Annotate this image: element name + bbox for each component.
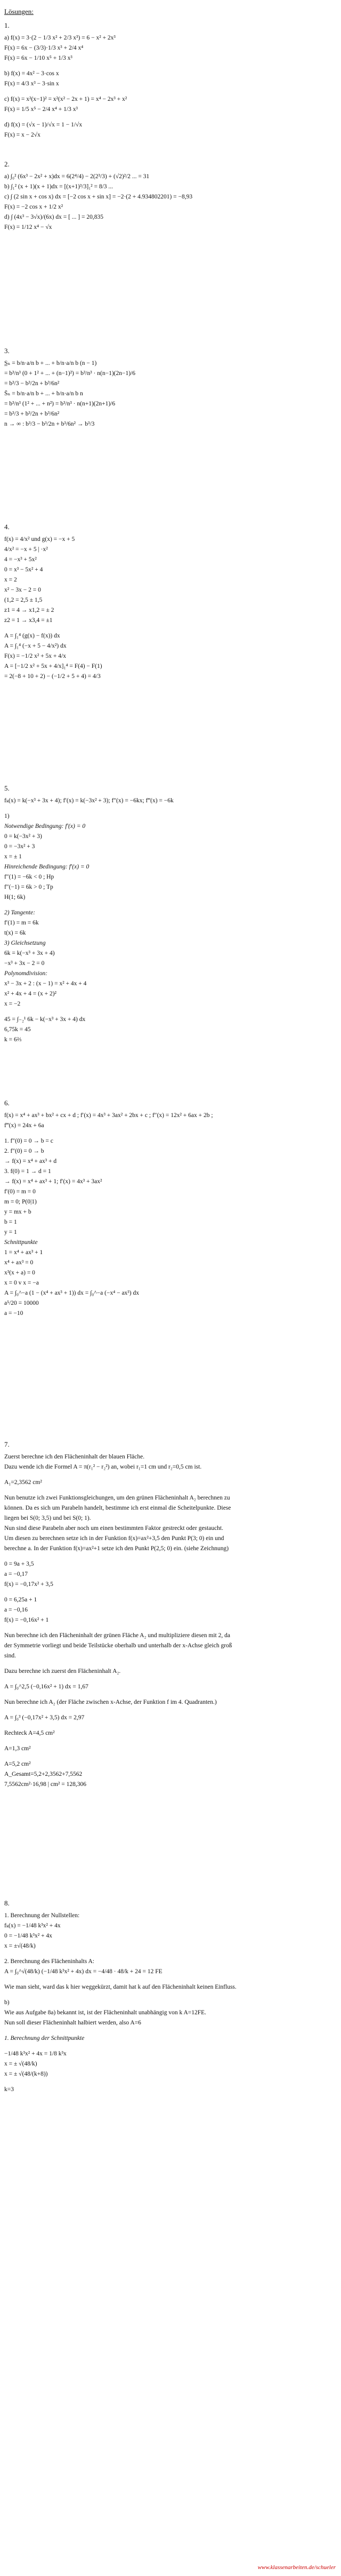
section-number: 3. xyxy=(4,347,10,355)
solution-section-6 xyxy=(4,1099,335,1319)
solution-line: y = mx + b xyxy=(4,1209,31,1215)
solution-line: S̄ₙ = b/n·a/n b + ... + b/n·a/n b n xyxy=(4,390,83,397)
solution-line: b) f(x) = 4x² − 3·cos x xyxy=(4,70,59,77)
solution-line: F(x) = 1/5 x⁵ − 2/4 x⁴ + 1/3 x³ xyxy=(4,106,78,113)
line-gap xyxy=(4,1625,335,1631)
solution-line: 0 = −3x² + 3 xyxy=(4,843,35,850)
solution-line: = b³/n³ (0 + 1² + ... + (n−1)²) = b³/n³ · n(n−1)(2n−1)/6 xyxy=(4,370,135,377)
solution-line: Nun soll dieser Flächeninhalt halbiert werden, also A=6 xyxy=(4,2020,141,2026)
line-gap xyxy=(4,1708,335,1713)
solution-line: 1. Berechnung der Nullstellen: xyxy=(4,1912,80,1919)
solution-line: a = −0,17 xyxy=(4,1571,28,1577)
solution-line: liegen bei S(0; 3,5) und bei S(0; 1). xyxy=(4,1515,91,1521)
solution-line: 2. f″(0) = 0 → b xyxy=(4,1148,44,1154)
solution-line: Polynomdivision: xyxy=(4,970,48,977)
solution-line: Nun benutze ich zwei Funktionsgleichungen, um den grünen Flächeninhalt A₂ berechnen zu xyxy=(4,1495,230,1501)
line-gap xyxy=(4,1992,335,1998)
solution-section-4 xyxy=(4,523,335,682)
footer-watermark: www.klassenarbeiten.de/schueler xyxy=(257,2564,336,2571)
line-gap xyxy=(4,2079,335,2085)
solution-line: n → ∞ : b³/3 − b³/2n + b³/6n² → b³/3 xyxy=(4,421,95,427)
solution-line: A=1,3 cm² xyxy=(4,1745,31,1752)
section-number: 2. xyxy=(4,160,10,168)
solution-line: A = [−1/2 x² + 5x + 4/x]₁⁴ = F(4) − F(1) xyxy=(4,663,102,669)
solution-line: −1/48 k³x² + 4x = 1/8 k³x xyxy=(4,2051,67,2057)
solution-section-3 xyxy=(4,347,335,429)
solution-line: x² − 3x − 2 = 0 xyxy=(4,587,41,593)
solution-line: der Symmetrie vorliegt und beide Teilstücke oberhalb und unterhalb der x-Achse gleich groß xyxy=(4,1642,232,1649)
line-gap xyxy=(4,1009,335,1015)
solution-line: f(x) = x⁴ + ax³ + bx² + cx + d ; f′(x) = 4x³ + 3ax² + 2bx + c ; f″(x) = 12x² + 6ax + 2b ; xyxy=(4,1112,213,1119)
solution-line: F(x) = x − 2√x xyxy=(4,132,40,138)
section-number: 5. xyxy=(4,784,10,792)
solution-line: fₖ(x) = −1/48 k³x² + 4x xyxy=(4,1923,61,1929)
solution-line: Wie aus Aufgabe 8a) bekannt ist, ist der Flächeninhalt unabhängig von k A=12FE. xyxy=(4,2009,207,2016)
solution-line: a = −0,16 xyxy=(4,1607,28,1613)
solution-line: f‴(x) = 24x + 6a xyxy=(4,1122,44,1129)
solution-line: 6,75k = 45 xyxy=(4,1026,31,1033)
solution-line: x = ±√(48/k) xyxy=(4,1943,36,1949)
line-gap xyxy=(4,1951,335,1957)
solution-line: A_Gesamt=5,2+2,3562+7,5562 xyxy=(4,1771,83,1777)
solution-line: x³ − 3x + 2 : (x − 1) = x² + 4x + 4 xyxy=(4,980,87,987)
solution-line: = b³/n³ (1² + ... + n²) = b³/n³ · n(n+1)(2n+1)/6 xyxy=(4,401,116,407)
line-gap xyxy=(4,89,335,94)
solution-line: a⁵/20 = 10000 xyxy=(4,1300,39,1306)
solution-line: d) f(x) = (√x − 1)/√x = 1 − 1/√x xyxy=(4,122,83,128)
solution-line: 6k = k(−x³ + 3x + 4) xyxy=(4,950,55,956)
solution-line: 0 = k(−3x² + 3) xyxy=(4,833,42,840)
solution-line: x = 2 xyxy=(4,577,17,583)
section-number: 7. xyxy=(4,1440,10,1448)
solution-line: f″(−1) = 6k > 0 ; Tp xyxy=(4,884,53,890)
solution-line: a) f(x) = 3·(2 − 1/3 x² + 2/3 x³) = 6 − x² + 2x³ xyxy=(4,35,116,41)
solution-line: 7,5562cm²·16,98 | cm² = 128,306 xyxy=(4,1781,86,1788)
solution-line: Nun berechne ich A₂ (der Fläche zwischen x-Achse, der Funktion f im 4. Quadranten.) xyxy=(4,1699,217,1705)
section-number: 8. xyxy=(4,1899,10,1907)
solution-section-1 xyxy=(4,21,335,140)
line-gap xyxy=(4,626,335,631)
solution-line: b) ∫₁² (x + 1)(x + 1)dx = [(x+1)³/3]₁² = 8/3 ... xyxy=(4,184,113,190)
solution-line: z2 = 1 → x3,4 = ±1 xyxy=(4,617,53,624)
line-gap xyxy=(4,2044,335,2049)
line-gap xyxy=(4,115,335,120)
line-gap xyxy=(4,1738,335,1744)
line-gap xyxy=(4,1977,335,1982)
solution-line: F(x) = 6x − (3/3)·1/3 x³ + 2/4 x⁴ xyxy=(4,45,84,51)
solution-line: Schnittpunkte xyxy=(4,1239,38,1246)
line-gap xyxy=(4,63,335,69)
line-gap xyxy=(4,1790,335,1795)
solution-line: S̲ₙ = b/n·a/n b + ... + b/n·a/n b (n − 1) xyxy=(4,360,97,366)
solution-line: A=5,2 cm² xyxy=(4,1761,31,1767)
solution-line: A = ∫₀^2,5 (−0,16x² + 1) dx = 1,67 xyxy=(4,1684,88,1690)
solution-line: Notwendige Bedingung: f′(x) = 0 xyxy=(4,823,86,830)
solution-line: c) ∫ (2 sin x + cos x) dx = [−2 cos x + sin x] = −2·(2 + 4.934802201) = −8,93 xyxy=(4,194,193,200)
solution-line: x⁴ + ax³ = 0 xyxy=(4,1259,34,1266)
line-gap xyxy=(4,1590,335,1595)
solution-line: F(x) = −2 cos x + 1/2 x² xyxy=(4,204,63,210)
solution-line: y = 1 xyxy=(4,1229,17,1235)
solution-line: Wie man sieht, ward das k hier weggekürzt, damit hat k auf den Flächeninhalt keinen Einfluss. xyxy=(4,1984,237,1990)
solution-line: a = −10 xyxy=(4,1310,23,1317)
solution-line: = b³/3 − b³/2n + b³/6n² xyxy=(4,380,60,387)
solution-line: A = ∫₁⁴ (g(x) − f(x)) dx xyxy=(4,633,60,639)
line-gap xyxy=(4,1723,335,1728)
solution-line: x = ± √(48/k) xyxy=(4,2061,37,2067)
solution-line: berechne a. In der Funktion f(x)=ax²+1 setze ich den Punkt P(2,5; 0) ein. (siehe Zeichnung) xyxy=(4,1545,229,1552)
solution-line: m = 0; P(0|1) xyxy=(4,1199,37,1205)
line-gap xyxy=(4,1472,335,1478)
line-gap xyxy=(4,1131,335,1136)
solution-line: f(x) = −0,17x² + 3,5 xyxy=(4,1581,53,1588)
line-gap xyxy=(4,903,335,908)
solution-line: (1,2 = 2,5 ± 1,5 xyxy=(4,597,43,603)
solution-line: −x³ + 3x − 2 = 0 xyxy=(4,960,45,967)
solution-line: Rechteck A=4,5 cm² xyxy=(4,1730,55,1736)
solution-line: f(x) = −0,16x² + 1 xyxy=(4,1617,49,1623)
solution-line: 4 = −x³ + 5x² xyxy=(4,556,37,563)
solution-line: z1 = 4 → x1,2 = ± 2 xyxy=(4,607,54,613)
solution-line: Hinreichende Bedingung: f′(x) = 0 xyxy=(4,864,90,870)
solution-line: A = ∫₁⁴ (−x + 5 − 4/x²) dx xyxy=(4,643,67,649)
solution-line: Nun berechne ich den Flächeninhalt der grünen Fläche A₂ und multipliziere diesen mit 2, da xyxy=(4,1632,230,1639)
solution-line: b) xyxy=(4,1999,10,2006)
solution-line: F(x) = −1/2 x² + 5x + 4/x xyxy=(4,653,66,659)
solution-line: x = 0 v x = −a xyxy=(4,1280,39,1286)
solution-line: 2. Berechnung des Flächeninhalts A: xyxy=(4,1958,94,1965)
solution-line: = b³/3 + b³/2n + b³/6n² xyxy=(4,411,60,417)
solution-line: Um diesen zu berechnen setze ich in der Funktion f(x)=ax²+3,5 den Punkt P(3; 0) ein und xyxy=(4,1535,224,1542)
line-gap xyxy=(4,1661,335,1666)
solution-line: 0 = x³ − 5x² + 4 xyxy=(4,567,43,573)
solution-line: Zuerst berechne ich den Flächeninhalt der blauen Fläche. xyxy=(4,1454,145,1460)
solution-line: 4/x² = −x + 5 | ·x² xyxy=(4,546,48,553)
solution-line: t(x) = 6k xyxy=(4,930,26,936)
solution-line: 1 = x⁴ + ax³ + 1 xyxy=(4,1249,43,1256)
solution-line: 3. f(0) = 1 → d = 1 xyxy=(4,1168,51,1175)
solution-line: = 2(−8 + 10 + 2) − (−1/2 + 5 + 4) = 4/3 xyxy=(4,673,101,680)
solution-line: 3) Gleichsetzung xyxy=(4,940,46,946)
solution-line: H(1; 6k) xyxy=(4,894,26,900)
section-number: 4. xyxy=(4,523,10,531)
solution-line: fₖ(x) = k(−x³ + 3x + 4); f′(x) = k(−3x² + 3); f″(x) = −6kx; f‴(x) = −6k xyxy=(4,797,174,804)
solution-line: 45 = ∫₋₂¹ 6k − k(−x³ + 3x + 4) dx xyxy=(4,1016,86,1023)
solution-line: F(x) = 6x − 1/10 x⁵ + 1/3 x³ xyxy=(4,55,72,61)
solution-line: x² + 4x + 4 = (x + 2)² xyxy=(4,991,56,997)
solution-line: x³(x + a) = 0 xyxy=(4,1270,35,1276)
section-number: 6. xyxy=(4,1099,10,1107)
solution-line: A = ∫₀^√(48/k) (−1/48 k³x² + 4x) dx = −4/48 · 48/k + 24 = 12 FE xyxy=(4,1968,163,1975)
line-gap xyxy=(4,2028,335,2033)
solution-line: können. Da es sich um Parabeln handelt, bestimme ich erst einmal die Scheitelpunkte. Diese xyxy=(4,1505,231,1511)
solution-line: 2) Tangente: xyxy=(4,910,36,916)
solution-section-2 xyxy=(4,160,335,233)
line-gap xyxy=(4,806,335,811)
solution-line: A = ∫₀^−a (1 − (x⁴ + ax³ + 1)) dx = ∫₀^−a (−x⁴ − ax³) dx xyxy=(4,1290,139,1296)
solution-line: F(x) = 4/3 x³ − 3·sin x xyxy=(4,81,59,87)
solution-line: a) ∫₀² (6x³ − 2x² + x)dx = 6(2⁴/4) − 2(2³/3) + (√2)²/2 ... = 31 xyxy=(4,173,150,180)
solution-line: f′(1) = m = 6k xyxy=(4,920,39,926)
line-gap xyxy=(4,1554,335,1559)
line-gap xyxy=(4,1692,335,1697)
solution-line: 0 = −1/48 k³x² + 4x xyxy=(4,1933,52,1939)
solution-line: x = ± 1 xyxy=(4,854,22,860)
solution-line: Dazu wende ich die Formel A = π(r₁² − r₂²) an, wobei r₁=1 cm und r₂=0,5 cm ist. xyxy=(4,1464,202,1470)
solution-line: k = 6⅔ xyxy=(4,1036,22,1043)
solution-line: x = −2 xyxy=(4,1001,21,1007)
solution-line: 0 = 9a + 3,5 xyxy=(4,1561,34,1567)
solution-line: F(x) = 1/12 x⁴ − √x xyxy=(4,224,52,230)
solution-line: 1. Berechnung der Schnittpunkte xyxy=(4,2035,85,2041)
solution-line: A₁=2,3562 cm² xyxy=(4,1479,42,1486)
solution-line: A = ∫₀³ (−0,17x² + 3,5) dx = 2,97 xyxy=(4,1714,85,1721)
solution-line: f′(0) = m = 0 xyxy=(4,1189,36,1195)
solution-line: d) ∫ (4x³ − 3√x)/(6x) dx = [ ... ] = 20,835 xyxy=(4,214,103,220)
solution-line: k=3 xyxy=(4,2086,14,2093)
solution-line: 1) xyxy=(4,813,10,819)
solution-line: f″(1) = −6k < 0 ; Hp xyxy=(4,874,54,880)
section-number: 1. xyxy=(4,21,10,29)
line-gap xyxy=(4,1754,335,1759)
solution-line: c) f(x) = x²(x−1)² = x²(x² − 2x + 1) = x⁴ − 2x³ + x² xyxy=(4,96,127,102)
solution-line: Dazu berechne ich zuerst den Flächeninhalt A₂. xyxy=(4,1668,121,1674)
solution-line: → f(x) = x⁴ + ax³ + 1; f′(x) = 4x³ + 3ax² xyxy=(4,1178,102,1185)
solution-line: Nun sind diese Parabeln aber noch um einen bestimmten Faktor gestreckt oder gestaucht. xyxy=(4,1525,224,1532)
solution-line: → f(x) = x⁴ + ax³ + d xyxy=(4,1158,57,1165)
solution-line: 1. f″(0) = 0 → b = c xyxy=(4,1138,53,1144)
line-gap xyxy=(4,1677,335,1682)
solution-line: 0 = 6,25a + 1 xyxy=(4,1597,37,1603)
page-title: Lösungen: xyxy=(4,7,34,15)
solution-section-8 xyxy=(4,1899,335,2095)
solution-line: sind. xyxy=(4,1653,17,1659)
solution-section-5 xyxy=(4,784,335,1045)
solution-line: b = 1 xyxy=(4,1219,17,1225)
solution-line: x = ± √(48/(k+8)) xyxy=(4,2071,48,2077)
line-gap xyxy=(4,1488,335,1493)
solution-line: f(x) = 4/x² und g(x) = −x + 5 xyxy=(4,536,75,543)
solution-section-7 xyxy=(4,1440,335,1795)
